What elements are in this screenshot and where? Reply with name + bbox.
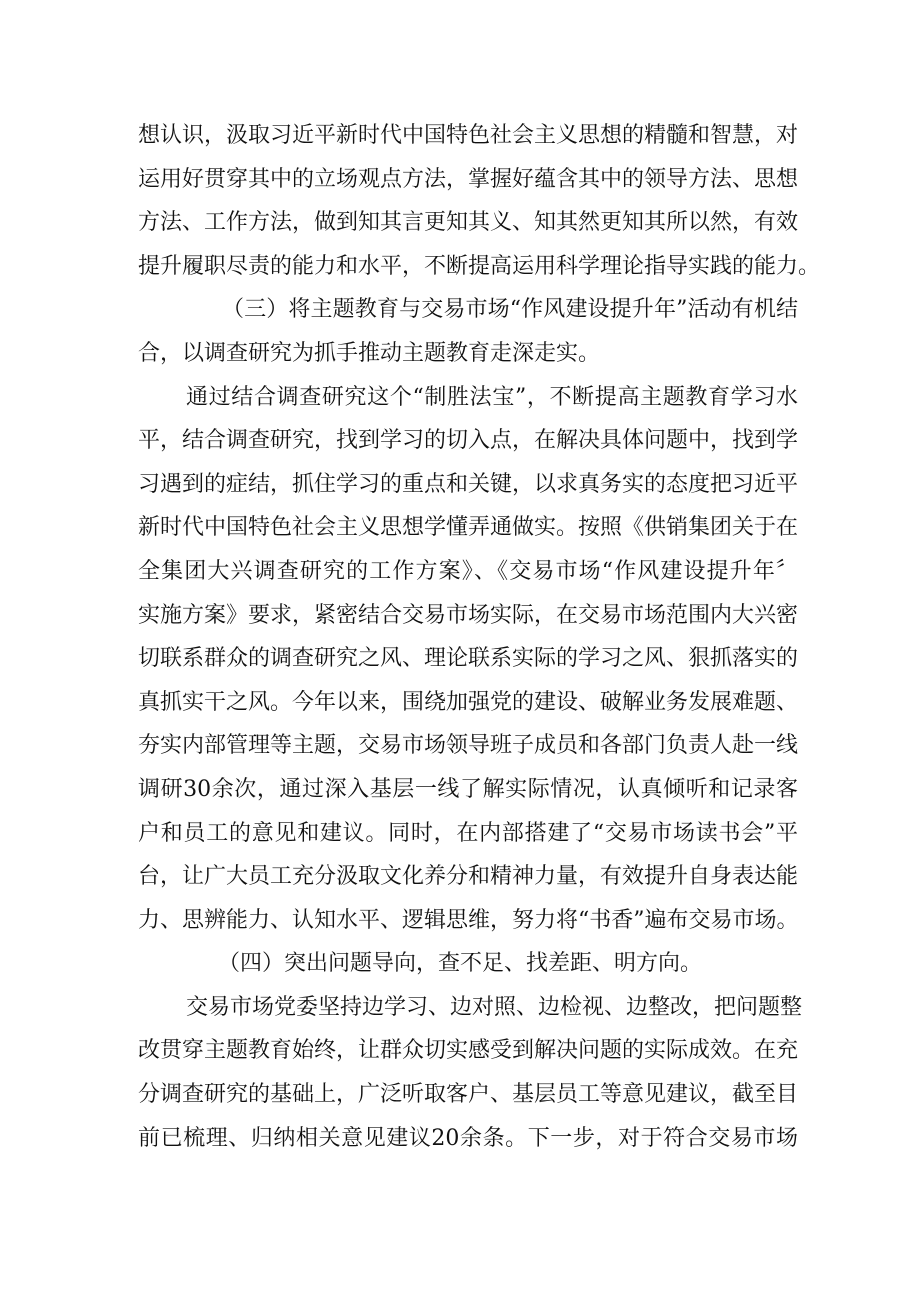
- text-line: 运用好贯穿其中的立场观点方法，掌握好蕴含其中的领导方法、思想: [138, 166, 799, 192]
- text-line: 平，结合调查研究，找到学习的切入点，在解决具体问题中，找到学: [138, 428, 799, 454]
- text-line: 户和员工的意见和建议。同时，在内部搭建了“交易市场读书会”平: [138, 820, 798, 846]
- section-heading-three: （三）将主题教育与交易市场“作风建设提升年”活动有机结: [222, 297, 798, 323]
- text-line: 习遇到的症结，抓住学习的重点和关键，以求真务实的态度把习近平: [138, 471, 799, 497]
- text-line: 调研30余次，通过深入基层一线了解实际情况，认真倾听和记录客: [138, 776, 798, 802]
- body-text: [138, 114, 821, 1160]
- text-line: 台，让广大员工充分汲取文化养分和精神力量，有效提升自身表达能: [138, 864, 799, 890]
- text-line: 夯实内部管理等主题，交易市场领导班子成员和各部门负责人赴一线: [138, 733, 799, 759]
- text-line: 实施方案》要求，紧密结合交易市场实际，在交易市场范围内大兴密: [138, 602, 799, 628]
- text-line: 提升履职尽责的能力和水平，不断提高运用科学理论指导实践的能力。: [138, 253, 821, 279]
- text-line: 全集团大兴调查研究的工作方案》、《交易市场“作风建设提升年〞: [138, 558, 798, 584]
- text-line: 分调查研究的基础上，广泛听取客户、基层员工等意见建议，截至目: [138, 1082, 799, 1108]
- text-line: 改贯穿主题教育始终，让群众切实感受到解决问题的实际成效。在充: [138, 1038, 799, 1064]
- paragraph-start: 交易市场党委坚持边学习、边对照、边检视、边整改，把问题整: [186, 994, 803, 1020]
- text-line: 想认识，汲取习近平新时代中国特色社会主义思想的精髓和智慧，对: [138, 123, 799, 148]
- text-line: 方法、工作方法，做到知其言更知其义、知其然更知其所以然，有效: [138, 210, 799, 236]
- text-line: 新时代中国特色社会主义思想学懂弄通做实。按照《供销集团关于在: [138, 515, 799, 541]
- section-heading-four: （四）突出问题导向，查不足、找差距、明方向。: [218, 951, 703, 977]
- text-line: 切联系群众的调查研究之风、理论联系实际的学习之风、狠抓落实的: [138, 646, 799, 672]
- text-line: 真抓实干之风。今年以来，围绕加强党的建设、破解业务发展难题、: [138, 689, 799, 715]
- text-line: 合，以调查研究为抓手推动主题教育走深走实。: [138, 340, 601, 366]
- text-line: 前已梳理、归纳相关意见建议20余条。下一步，对于符合交易市场: [138, 1125, 798, 1151]
- paragraph-start: 通过结合调查研究这个“制胜法宝”，不断提高主题教育学习水: [186, 384, 798, 410]
- text-line: 力、思辨能力、认知水平、逻辑思维，努力将“书香”遍布交易市场。: [138, 907, 799, 933]
